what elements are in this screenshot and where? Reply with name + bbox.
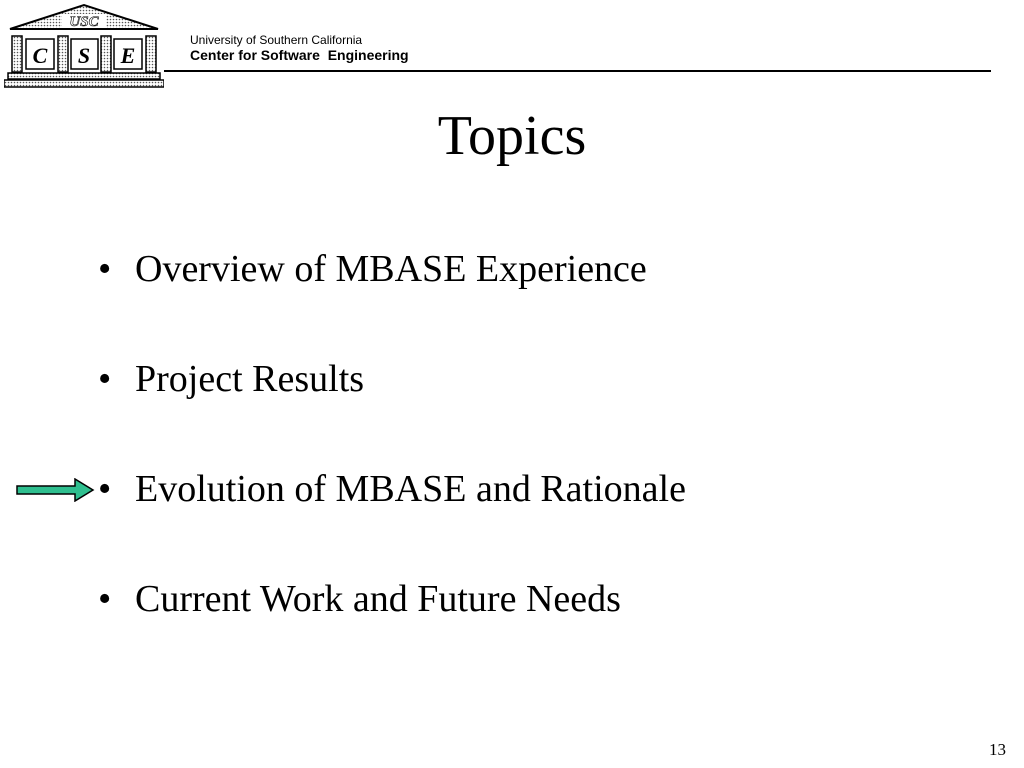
organization-name: University of Southern California [190, 33, 363, 47]
header-divider [164, 70, 991, 72]
topic-label: Evolution of MBASE and Rationale [135, 468, 686, 510]
current-topic-arrow-icon [15, 478, 95, 502]
topic-label: Current Work and Future Needs [135, 578, 621, 620]
department-name: Center for Software Engineering [190, 47, 409, 63]
logo-letter-c: C [32, 43, 48, 68]
usc-cse-logo [4, 3, 164, 89]
logo-usc-text: USC [69, 14, 99, 30]
bullet-dot: • [98, 248, 112, 290]
logo-letter-e: E [120, 43, 136, 68]
bullet-dot: • [98, 358, 112, 400]
bullet-dot: • [98, 468, 112, 510]
slide-title: Topics [437, 105, 587, 167]
topic-label: Overview of MBASE Experience [135, 248, 647, 290]
topic-label: Project Results [135, 358, 365, 400]
logo-graphic [4, 3, 164, 89]
bullet-dot: • [98, 578, 112, 620]
logo-letter-s: S [77, 43, 91, 68]
page-number: 13 [989, 740, 1006, 759]
